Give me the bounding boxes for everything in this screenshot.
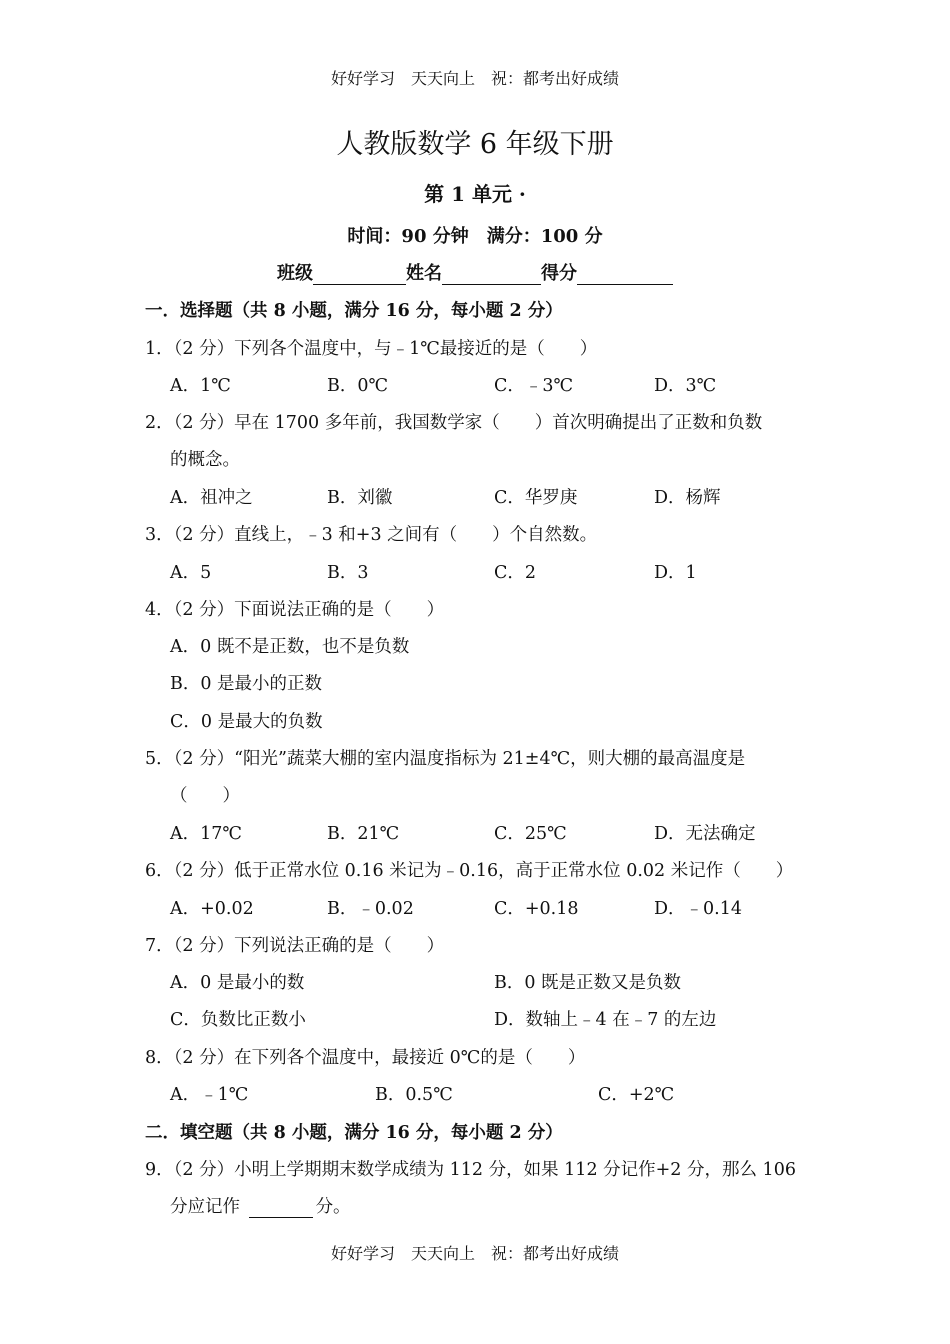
question-5-option-b[interactable]: B．21℃ — [327, 824, 400, 844]
question-4-option-b[interactable]: B．0 是最小的正数 — [170, 674, 323, 694]
question-4-option-c[interactable]: C．0 是最大的负数 — [170, 712, 323, 732]
question-2-option-c[interactable]: C．华罗庚 — [494, 488, 578, 508]
question-3-stem: 3．（2 分）直线上，﹣3 和+3 之间有（ ）个自然数。 — [145, 525, 598, 545]
exam-meta: 时间：90 分钟 满分：100 分 — [347, 226, 603, 247]
question-1-option-c[interactable]: C．﹣3℃ — [494, 376, 574, 396]
section-choice-title: 一．选择题（共 8 小题，满分 16 分，每小题 2 分） — [145, 301, 563, 321]
question-2-option-d[interactable]: D．杨辉 — [654, 488, 721, 508]
question-5-stem-cont: （ ） — [170, 786, 240, 806]
name-blank[interactable] — [442, 266, 541, 285]
question-6-option-b[interactable]: B．﹣0.02 — [327, 899, 414, 919]
question-8-option-a[interactable]: A．﹣1℃ — [170, 1085, 249, 1105]
question-7-option-a[interactable]: A．0 是最小的数 — [170, 973, 305, 993]
unit-title: 第 1 单元 · — [424, 182, 526, 206]
page-footer: 好好学习 天天向上 祝：都考出好成绩 — [330, 1244, 619, 1263]
question-6-option-c[interactable]: C．+0.18 — [494, 899, 579, 919]
question-7-option-c[interactable]: C．负数比正数小 — [170, 1010, 306, 1030]
score-label: 得分 — [541, 263, 577, 284]
question-9-stem-cont — [170, 1193, 351, 1218]
question-9-suffix: 分。 — [315, 1197, 351, 1217]
score-blank[interactable] — [577, 266, 673, 285]
class-label: 班级 — [277, 263, 313, 284]
section-fill-title: 二．填空题（共 8 小题，满分 16 分，每小题 2 分） — [145, 1123, 563, 1143]
question-8-stem: 8．（2 分）在下列各个温度中，最接近 0℃的是（ ） — [145, 1048, 586, 1068]
question-3-option-c[interactable]: C．2 — [494, 563, 537, 583]
question-6-stem: 6．（2 分）低于正常水位 0.16 米记为﹣0.16，高于正常水位 0.02 米记作（ ） — [145, 861, 794, 881]
question-5-stem: 5．（2 分）“阳光”蔬菜大棚的室内温度指标为 21±4℃，则大棚的最高温度是 — [145, 749, 746, 769]
question-7-option-d[interactable]: D．数轴上﹣4 在﹣7 的左边 — [494, 1010, 717, 1030]
question-9-answer-blank[interactable] — [249, 1199, 313, 1218]
question-2-stem: 2．（2 分）早在 1700 多年前，我国数学家（ ）首次明确提出了正数和负数 — [145, 413, 763, 433]
question-5-option-a[interactable]: A．17℃ — [170, 824, 242, 844]
question-9-stem: 9．（2 分）小明上学期期末数学成绩为 112 分，如果 112 分记作+2 分，那么 106 — [145, 1160, 796, 1180]
question-4-stem: 4．（2 分）下面说法正确的是（ ） — [145, 600, 445, 620]
question-1-option-b[interactable]: B．0℃ — [327, 376, 389, 396]
question-2-stem-cont: 的概念。 — [170, 450, 240, 470]
question-1-option-d[interactable]: D．3℃ — [654, 376, 717, 396]
question-8-option-c[interactable]: C．+2℃ — [598, 1085, 675, 1105]
question-3-option-b[interactable]: B．3 — [327, 563, 369, 583]
name-label: 姓名 — [406, 263, 442, 284]
question-8-option-b[interactable]: B．0.5℃ — [375, 1085, 453, 1105]
question-6-option-d[interactable]: D．﹣0.14 — [654, 899, 742, 919]
question-5-option-d[interactable]: D．无法确定 — [654, 824, 756, 844]
page-title: 人教版数学 6 年级下册 — [336, 129, 614, 160]
student-info-fields — [0, 259, 950, 285]
page-header: 好好学习 天天向上 祝：都考出好成绩 — [330, 69, 619, 88]
question-3-option-a[interactable]: A．5 — [170, 563, 212, 583]
question-7-stem: 7．（2 分）下列说法正确的是（ ） — [145, 936, 445, 956]
question-3-option-d[interactable]: D．1 — [654, 563, 697, 583]
question-4-option-a[interactable]: A．0 既不是正数，也不是负数 — [170, 637, 410, 657]
question-7-option-b[interactable]: B．0 既是正数又是负数 — [494, 973, 682, 993]
question-5-option-c[interactable]: C．25℃ — [494, 824, 567, 844]
question-2-option-b[interactable]: B．刘徽 — [327, 488, 393, 508]
question-1-stem: 1．（2 分）下列各个温度中，与﹣1℃最接近的是（ ） — [145, 339, 598, 359]
question-6-option-a[interactable]: A．+0.02 — [170, 899, 254, 919]
question-1-option-a[interactable]: A．1℃ — [170, 376, 231, 396]
question-2-option-a[interactable]: A．祖冲之 — [170, 488, 253, 508]
question-9-prefix: 分应记作 — [170, 1197, 246, 1217]
class-blank[interactable] — [313, 266, 406, 285]
